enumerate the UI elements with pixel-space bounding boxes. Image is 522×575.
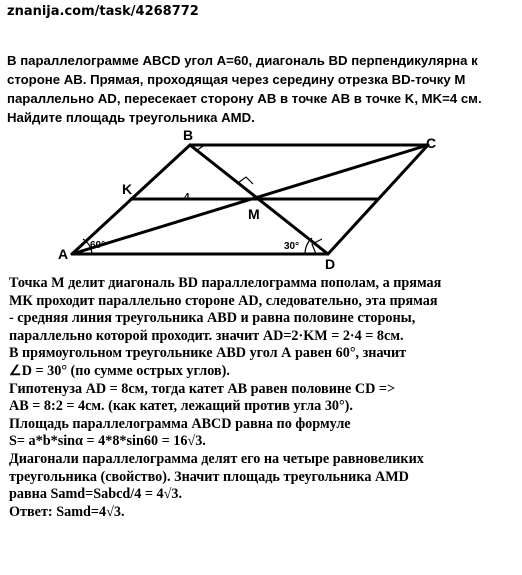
solution-line: ∠D = 30° (по сумме острых углов). bbox=[9, 362, 230, 379]
problem-line: параллельно AD, пересекает сторону AB в точке AB в точке K, MK=4 см. bbox=[7, 91, 482, 106]
solution-line: равна Samd=Sabcd/4 = 4√3. bbox=[9, 486, 183, 503]
label-k: K bbox=[122, 181, 133, 197]
solution-line: Диагонали параллелограмма делят его на четыре равновеликих bbox=[9, 450, 424, 467]
solution-line: Точка М делит диагональ BD параллелограмма пополам, а прямая bbox=[9, 275, 442, 291]
label-angle-a: 60° bbox=[90, 240, 106, 251]
parallelogram-figure bbox=[0, 126, 522, 271]
source-url: znanija.com/task/4268772 bbox=[7, 4, 199, 19]
solution-line: параллельно которой проходит. значит AD=2·KM = 2·4 = 8см. bbox=[9, 327, 404, 344]
problem-line: Найдите площадь треугольника AMD. bbox=[7, 110, 255, 125]
problem-statement bbox=[7, 32, 517, 127]
solution-line: треугольника (свойство). Значит площадь треугольника AMD bbox=[9, 468, 409, 485]
solution-line: Ответ: Samd=4√3. bbox=[9, 503, 125, 520]
label-d: D bbox=[325, 256, 336, 271]
solution-line: В прямоугольном треугольнике ABD угол А равен 60°, значит bbox=[9, 345, 407, 362]
solution-line: Гипотенуза AD = 8см, тогда катет AB равен половине CD => bbox=[9, 380, 396, 397]
label-b: B bbox=[183, 127, 194, 143]
label-a: A bbox=[58, 246, 69, 262]
solution-text bbox=[9, 275, 519, 521]
problem-line: стороне AB. Прямая, проходящая через середину отрезка BD-точку М bbox=[7, 72, 466, 87]
solution-line: S= a*b*sinα = 4*8*sin60 = 16√3. bbox=[9, 433, 206, 450]
label-m: M bbox=[248, 206, 260, 222]
problem-line: В параллелограмме ABCD угол A=60, диагональ BD перпендикулярна к bbox=[7, 53, 478, 68]
solution-line: Площадь параллелограмма ABCD равна по формуле bbox=[9, 415, 351, 432]
label-angle-d: 30° bbox=[284, 241, 300, 252]
solution-line: AB = 8:2 = 4см. (как катет, лежащий против угла 30°). bbox=[9, 398, 353, 415]
solution-line: МК проходит параллельно стороне AD, следовательно, эта прямая bbox=[9, 292, 438, 309]
solution-line: - средняя линия треугольника ABD и равна половине стороны, bbox=[9, 310, 416, 327]
label-c: C bbox=[426, 135, 437, 151]
label-mk-length: 4 bbox=[184, 192, 190, 203]
